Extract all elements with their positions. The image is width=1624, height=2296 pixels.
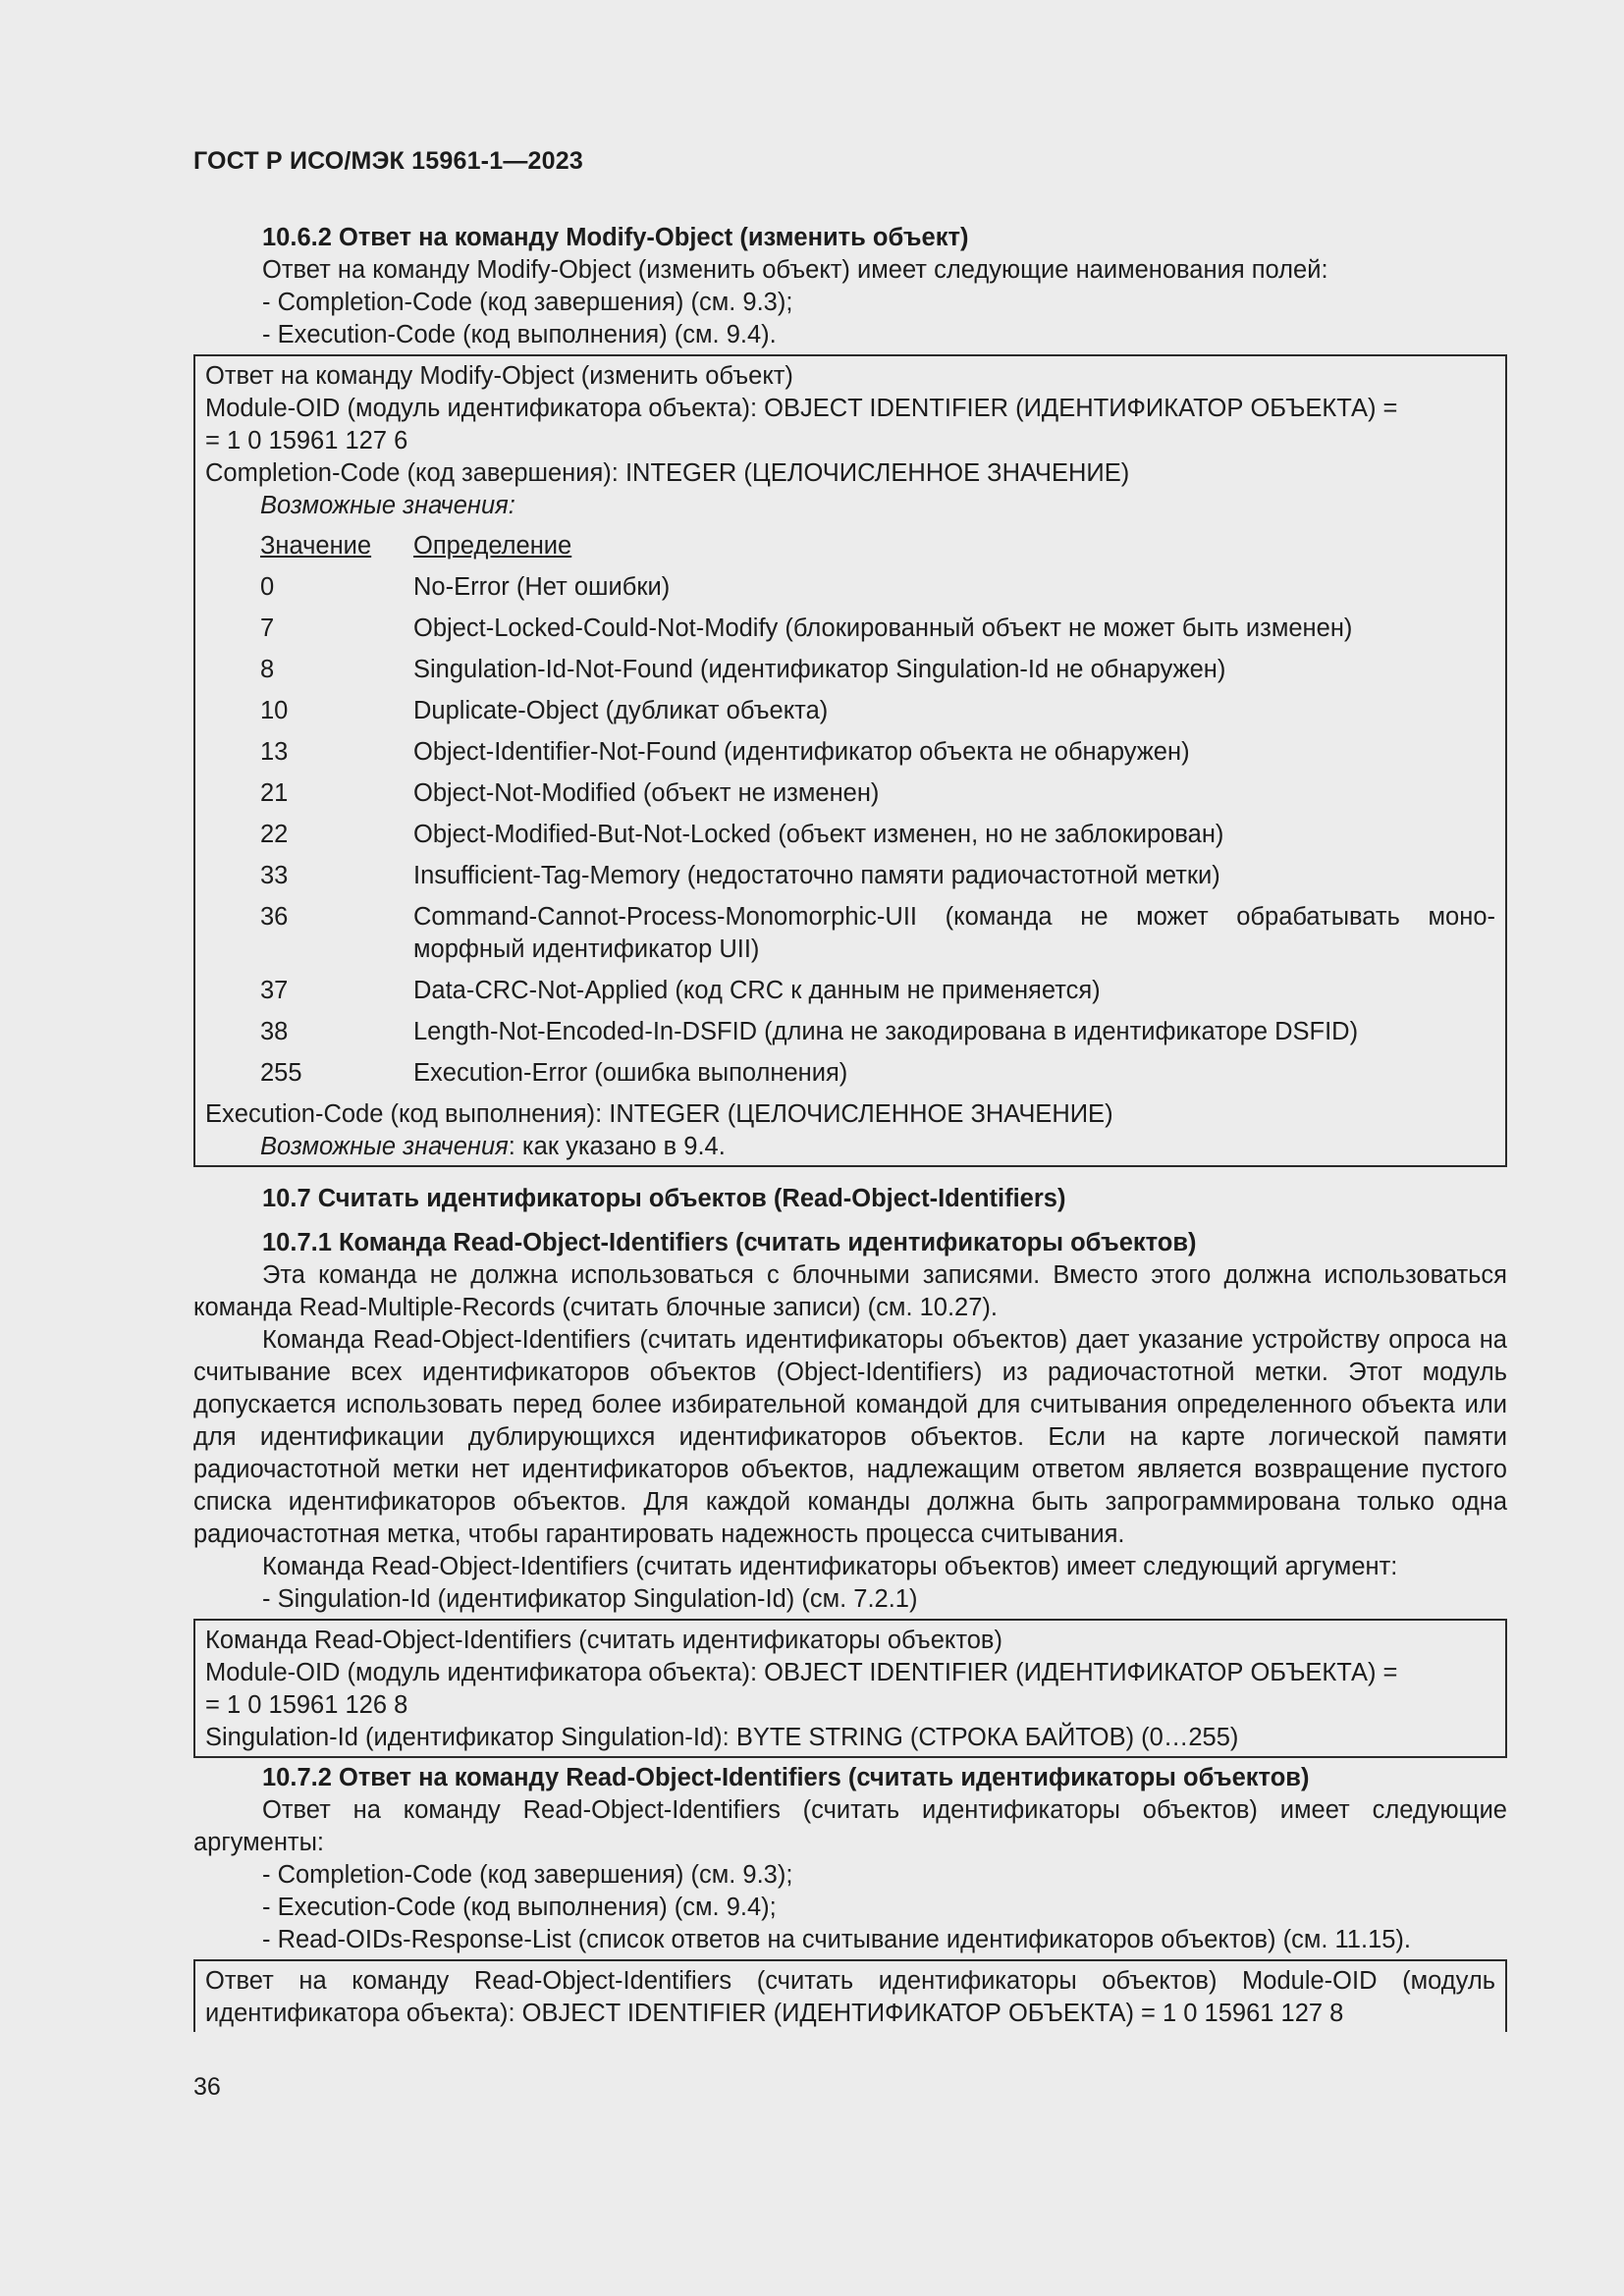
values-table (260, 530, 1495, 1090)
box-execution-line: Execution-Code (код выполнения): INTEGER (ЦЕЛОЧИСЛЕННОЕ ЗНАЧЕНИЕ) (205, 1100, 1113, 1128)
list-item: - Read-OIDs-Response-List (список ответов на считывание идентификаторов объектов) (см. 11.15). (262, 1926, 1412, 1953)
running-header: ГОСТ Р ИСО/МЭК 15961-1—2023 (193, 147, 583, 175)
section-heading-10-7-2: 10.7.2 Ответ на команду Read-Object-Identifiers (считать идентификаторы объектов) (262, 1764, 1310, 1791)
row-definition: Execution-Error (ошибка выполнения) (413, 1059, 848, 1087)
row-value: 21 (260, 779, 289, 807)
box-oid-line: = 1 0 15961 126 8 (205, 1691, 408, 1719)
table-row (260, 736, 1495, 769)
box-text: Ответ на команду Read-Object-Identifiers (считать идентификаторы объектов) Module-OID (модуль идентификатора объекта): OBJECT IDENTIFIER (ИДЕНТИФИКАТОР ОБЪЕКТА) = 1 0 15961 127 8 (205, 1967, 1495, 2027)
paragraph: Эта команда не должна использоваться с блочными записями. Вместо этого должна использоваться команда Read-Multiple-Records (считать блочные записи) (см. 10.27). (193, 1261, 1507, 1321)
table-row (260, 901, 1495, 966)
row-value: 22 (260, 821, 289, 848)
row-definition: No-Error (Нет ошибки) (413, 573, 671, 601)
table-row (260, 819, 1495, 851)
row-value: 8 (260, 656, 275, 683)
asn-box-read-oid-response (193, 1959, 1507, 2032)
asn-box-modify-object-response (193, 354, 1507, 1167)
table-row (260, 654, 1495, 686)
table-row (260, 695, 1495, 727)
row-definition: Duplicate-Object (дубликат объекта) (413, 697, 829, 724)
box-oid-line: Module-OID (модуль идентификатора объекта): OBJECT IDENTIFIER (ИДЕНТИФИКАТОР ОБЪЕКТА) = (205, 395, 1398, 422)
possible-values-label: Возможные значения: (260, 492, 515, 519)
paragraph: Команда Read-Object-Identifiers (считать идентификаторы объектов) дает указание устройству опроса на считывание всех идентификаторов объектов (Object-Identifiers) из радиочастотной метки. Этот модуль допускается использовать перед более избирательной командой для считывания определенного объекта или для идентификации дублирующихся идентификаторов объектов. Если на карте логической памяти радиочастотной метки нет идентификаторов объектов, надлежащим ответом является возвращение пустого списка идентификаторов объектов. Для каждой команды должна быть запрограммирована только одна радиочастотная метка, чтобы гарантировать надежность процесса считывания. (193, 1326, 1507, 1548)
row-value: 36 (260, 903, 289, 931)
list-item: - Completion-Code (код завершения) (см. 9.3); (262, 289, 793, 316)
exec-possible-values (260, 1131, 1495, 1163)
table-header-row (260, 530, 1495, 562)
row-definition: Data-CRC-Not-Applied (код CRC к данным не применяется) (413, 977, 1101, 1004)
table-row (260, 1057, 1495, 1090)
list-item: - Execution-Code (код выполнения) (см. 9.4). (262, 321, 777, 348)
table-row (260, 613, 1495, 645)
row-value: 0 (260, 573, 275, 601)
box-oid-line: = 1 0 15961 127 6 (205, 427, 408, 454)
table-row (260, 860, 1495, 892)
paragraph: Ответ на команду Read-Object-Identifiers (считать идентификаторы объектов) имеет следующие аргументы: (193, 1796, 1507, 1856)
column-header-definition: Определение (413, 532, 572, 560)
row-definition: Object-Modified-But-Not-Locked (объект изменен, но не заблокирован) (413, 821, 1224, 848)
row-definition: Command-Cannot-Process-Monomorphic-UII (команда не может обрабатывать моно-морфный идентификатор UII) (413, 903, 1495, 963)
box-title: Команда Read-Object-Identifiers (считать идентификаторы объектов) (205, 1627, 1002, 1654)
box-singulation-line: Singulation-Id (идентификатор Singulation-Id): BYTE STRING (СТРОКА БАЙТОВ) (0…255) (205, 1724, 1239, 1751)
row-value: 255 (260, 1059, 302, 1087)
asn-box-read-oid-command (193, 1619, 1507, 1758)
row-value: 7 (260, 614, 275, 642)
row-definition: Object-Not-Modified (объект не изменен) (413, 779, 880, 807)
row-definition: Length-Not-Encoded-In-DSFID (длина не закодирована в идентификаторе DSFID) (413, 1018, 1359, 1045)
row-definition: Object-Identifier-Not-Found (идентификатор объекта не обнаружен) (413, 738, 1190, 766)
box-oid-line: Module-OID (модуль идентификатора объекта): OBJECT IDENTIFIER (ИДЕНТИФИКАТОР ОБЪЕКТА) = (205, 1659, 1398, 1686)
row-value: 38 (260, 1018, 289, 1045)
row-value: 13 (260, 738, 289, 766)
row-value: 37 (260, 977, 289, 1004)
list-item: - Execution-Code (код выполнения) (см. 9.4); (262, 1894, 777, 1921)
section-heading-10-6-2: 10.6.2 Ответ на команду Modify-Object (изменить объект) (262, 224, 969, 251)
row-definition: Insufficient-Tag-Memory (недостаточно памяти радиочастотной метки) (413, 862, 1220, 889)
row-value: 33 (260, 862, 289, 889)
page-number: 36 (193, 2073, 221, 2101)
paragraph: Команда Read-Object-Identifiers (считать идентификаторы объектов) имеет следующий аргумент: (262, 1553, 1398, 1580)
row-value: 10 (260, 697, 289, 724)
section-heading-10-7-1: 10.7.1 Команда Read-Object-Identifiers (считать идентификаторы объектов) (262, 1229, 1197, 1256)
table-row (260, 777, 1495, 810)
page-content (193, 222, 1507, 2036)
row-definition: Object-Locked-Could-Not-Modify (блокированный объект не может быть изменен) (413, 614, 1353, 642)
section-heading-10-7: 10.7 Считать идентификаторы объектов (Read-Object-Identifiers) (262, 1185, 1066, 1212)
table-row (260, 975, 1495, 1007)
row-definition: Singulation-Id-Not-Found (идентификатор Singulation-Id не обнаружен) (413, 656, 1226, 683)
exec-possible-rest: : как указано в 9.4. (508, 1133, 726, 1160)
exec-possible-label: Возможные значения (260, 1133, 509, 1160)
paragraph: Ответ на команду Modify-Object (изменить объект) имеет следующие наименования полей: (262, 256, 1328, 284)
table-row (260, 571, 1495, 604)
list-item: - Singulation-Id (идентификатор Singulation-Id) (см. 7.2.1) (262, 1585, 918, 1613)
box-title: Ответ на команду Modify-Object (изменить объект) (205, 362, 793, 390)
column-header-value: Значение (260, 532, 372, 560)
list-item: - Completion-Code (код завершения) (см. 9.3); (262, 1861, 793, 1889)
box-completion-line: Completion-Code (код завершения): INTEGER (ЦЕЛОЧИСЛЕННОЕ ЗНАЧЕНИЕ) (205, 459, 1130, 487)
table-row (260, 1016, 1495, 1048)
